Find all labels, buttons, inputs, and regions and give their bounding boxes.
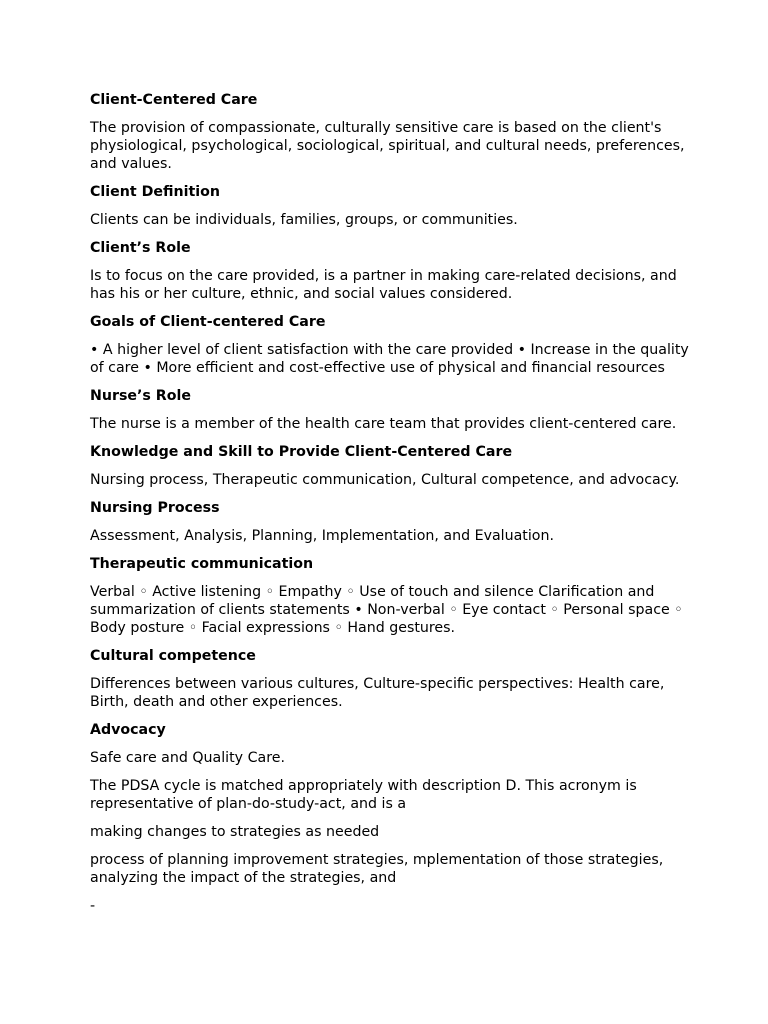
trailing-paragraph: process of planning improvement strategies, mplementation of those strategies, analyzing the impact of the strategies, and xyxy=(90,852,664,886)
document-body xyxy=(90,91,690,925)
section-heading: Knowledge and Skill to Provide Client-Centered Care xyxy=(90,444,513,460)
section-heading: Therapeutic communication xyxy=(90,556,314,572)
section-text: Clients can be individuals, families, groups, or communities. xyxy=(90,212,518,228)
section-heading: Advocacy xyxy=(90,722,166,738)
section-heading: Nurse’s Role xyxy=(90,388,191,404)
section-text: Assessment, Analysis, Planning, Implementation, and Evaluation. xyxy=(90,528,554,544)
section-heading: Client Definition xyxy=(90,184,220,200)
section-text: Is to focus on the care provided, is a partner in making care-related decisions, and has his or her culture, ethnic, and social values considered. xyxy=(90,268,677,302)
section-heading: Client-Centered Care xyxy=(90,92,258,108)
section-text: Verbal ◦ Active listening ◦ Empathy ◦ Use of touch and silence Clarification and summarization of clients statements • Non-verbal ◦ Eye contact ◦ Personal space ◦ Body posture ◦ Facial expressions ◦ Hand gestures. xyxy=(90,584,683,636)
trailing-paragraph: The PDSA cycle is matched appropriately with description D. This acronym is representative of plan-do-study-act, and is a xyxy=(90,778,637,812)
section-heading: Client’s Role xyxy=(90,240,191,256)
trailing-paragraph: making changes to strategies as needed xyxy=(90,824,380,840)
trailing-dash: - xyxy=(90,898,96,914)
section-text: Nursing process, Therapeutic communication, Cultural competence, and advocacy. xyxy=(90,472,680,488)
section-text: The provision of compassionate, culturally sensitive care is based on the client's physiological, psychological, sociological, spiritual, and cultural needs, preferences, and values. xyxy=(90,120,685,172)
section-text: The nurse is a member of the health care team that provides client-centered care. xyxy=(90,416,677,432)
section-heading: Goals of Client-centered Care xyxy=(90,314,326,330)
section-text: • A higher level of client satisfaction with the care provided • Increase in the quality of care • More efficient and cost-effective use of physical and financial resources xyxy=(90,342,689,376)
section-heading: Nursing Process xyxy=(90,500,220,516)
section-text: Safe care and Quality Care. xyxy=(90,750,285,766)
section-text: Differences between various cultures, Culture-specific perspectives: Health care, Birth, death and other experiences. xyxy=(90,676,665,710)
section-heading: Cultural competence xyxy=(90,648,256,664)
